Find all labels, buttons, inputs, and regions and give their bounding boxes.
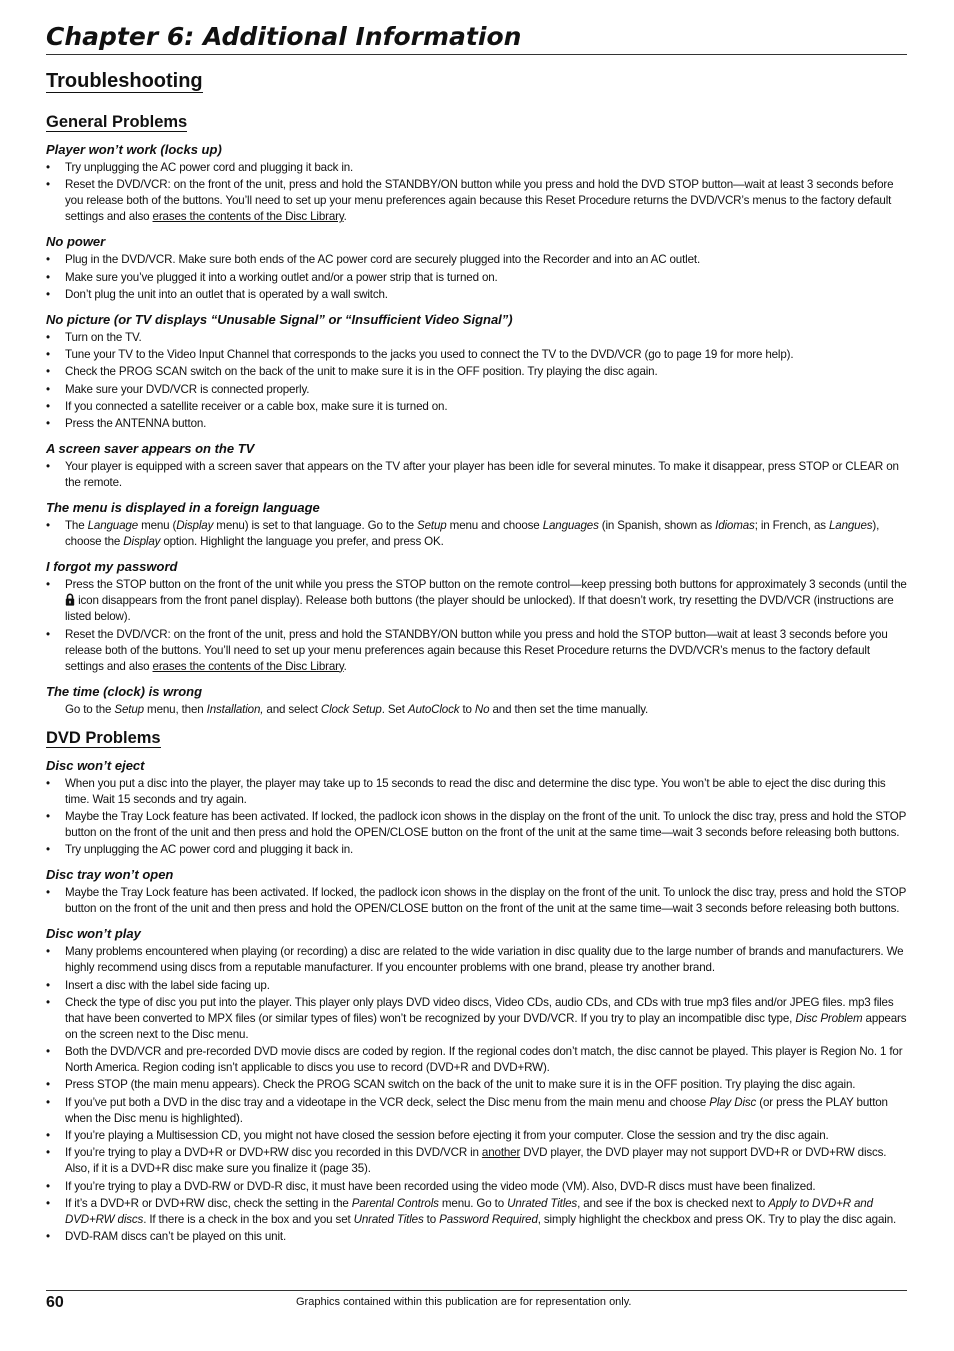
list-item: • If it’s a DVD+R or DVD+RW disc, check the setting in the Parental Controls menu. Go to Unrated Titles, and see if the box is checked next to Apply to DVD+R and DVD+RW discs. If there is a check in the box and you set Unrated Titles to Password Required, simply highlight the checkbox and press OK. Try to play the disc again. xyxy=(46,1196,907,1228)
list-item: • Press the STOP button on the front of the unit while you press the STOP button on the remote control—keep pressing both buttons for approximately 3 seconds (until the icon disappears from the front panel display). Release both buttons (the player should be unlocked). If that doesn’t work, try resetting the DVD/VCR (instructions are listed below). xyxy=(46,577,907,625)
problem-title: I forgot my password xyxy=(46,559,178,575)
general-problems-heading: General Problems xyxy=(46,113,188,131)
list-item: • Insert a disc with the label side facing up. xyxy=(46,978,907,994)
dvd-problems-heading: DVD Problems xyxy=(46,728,161,747)
list-item: • Try unplugging the AC power cord and plugging it back in. xyxy=(46,160,907,176)
list-item: • Maybe the Tray Lock feature has been activated. If locked, the padlock icon shows in the display on the front of the unit. To unlock the disc tray, press and hold the STOP button on the front of the unit and then press and hold the OPEN/CLOSE button on the front of the unit at the same time—wait 3 seconds before releasing both buttons. xyxy=(46,885,907,917)
list-item: • Press STOP (the main menu appears). Check the PROG SCAN switch on the back of the unit to make sure it is in the OFF position. Try playing the disc again. xyxy=(46,1077,907,1093)
page-content xyxy=(46,22,907,1247)
problem-title: Disc won’t eject xyxy=(46,757,145,773)
list-item: • When you put a disc into the player, the player may take up to 15 seconds to read the disc and determine the disc type. You won’t be able to eject the disc during this time. Wait 15 seconds and try again. xyxy=(46,776,907,808)
list-item: • Plug in the DVD/VCR. Make sure both ends of the AC power cord are securely plugged into the Recorder and into an AC outlet. xyxy=(46,252,907,268)
problem-list xyxy=(46,776,907,859)
list-item: • Reset the DVD/VCR: on the front of the unit, press and hold the STANDBY/ON button while you press and hold the DVD STOP button—wait at least 3 seconds before you release both of the buttons. You’ll need to set up your menu preferences again because this Reset Procedure returns the DVD/VCR’s menus to the factory default settings and also erases the contents of the Disc Library. xyxy=(46,177,907,225)
list-item: • Don’t plug the unit into an outlet that is operated by a wall switch. xyxy=(46,287,907,303)
list-item: • Turn on the TV. xyxy=(46,330,907,346)
list-item: • Check the type of disc you put into the player. This player only plays DVD video discs, Video CDs, audio CDs, and CDs with true mp3 files and/or JPEG files. mp3 files that have been converted to MPX files (or similar types of files) won’t be recognized by your DVD/VCR. If you try to play an incompatible disc type, Disc Problem appears on the screen next to the Disc menu. xyxy=(46,995,907,1043)
list-item: • Make sure your DVD/VCR is connected properly. xyxy=(46,382,907,398)
list-item: • Tune your TV to the Video Input Channel that corresponds to the jacks you used to connect the TV to the DVD/VCR (go to page 19 for more help). xyxy=(46,347,907,363)
problem-list xyxy=(46,459,907,491)
problem-list xyxy=(46,252,907,303)
paragraph: Go to the Setup menu, then Installation, and select Clock Setup. Set AutoClock to No and then set the time manually. xyxy=(65,702,649,716)
problem-title: A screen saver appears on the TV xyxy=(46,441,255,457)
problem-title: The time (clock) is wrong xyxy=(46,683,203,699)
chapter-title: Chapter 6: Additional Information xyxy=(46,22,522,51)
problem-title: Disc tray won’t open xyxy=(46,867,174,883)
page-number: 60 xyxy=(46,1294,64,1311)
list-item: • Try unplugging the AC power cord and plugging it back in. xyxy=(46,842,907,858)
problem-list xyxy=(46,160,907,225)
list-item: • Your player is equipped with a screen saver that appears on the TV after your player has been idle for several minutes. To make it disappear, press STOP or CLEAR on the remote. xyxy=(46,459,907,491)
page-footer xyxy=(46,1290,907,1311)
list-item: • Check the PROG SCAN switch on the back of the unit to make sure it is in the OFF position. Try playing the disc again. xyxy=(46,364,907,380)
problem-title: The menu is displayed in a foreign language xyxy=(46,500,320,516)
disc-library-link: erases the contents of the Disc Library xyxy=(152,210,344,224)
problem-title: No power xyxy=(46,234,106,250)
problem-list xyxy=(46,885,907,917)
list-item: • Many problems encountered when playing (or recording) a disc are related to the wide variation in disc quality due to the large number of brands and manufacturers. We highly recommend using discs from a reputable manufacturer. If you encounter problems with one brand, please try another brand. xyxy=(46,944,907,976)
problem-list xyxy=(46,577,907,674)
section-title: Troubleshooting xyxy=(46,70,203,92)
list-item: • Maybe the Tray Lock feature has been activated. If locked, the padlock icon shows in the display on the front of the unit. To unlock the disc tray, press and hold the STOP button on the front of the unit and then press and hold the OPEN/CLOSE button on the front of the unit at the same time—wait 3 seconds before releasing both buttons. xyxy=(46,809,907,841)
problem-title: No picture (or TV displays “Unusable Signal” or “Insufficient Video Signal”) xyxy=(46,311,513,327)
list-item: • If you connected a satellite receiver or a cable box, make sure it is turned on. xyxy=(46,399,907,415)
list-item: • Press the ANTENNA button. xyxy=(46,416,907,432)
padlock-icon xyxy=(65,593,75,606)
problem-list xyxy=(46,518,907,550)
problem-title: Disc won’t play xyxy=(46,926,141,942)
header-rule xyxy=(46,54,907,55)
list-item: • The Language menu (Display menu) is set to that language. Go to the Setup menu and choose Languages (in Spanish, shown as Idiomas; in French, as Langues), choose the Display option. Highlight the language you prefer, and press OK. xyxy=(46,518,907,550)
list-item: • DVD-RAM discs can’t be played on this unit. xyxy=(46,1229,907,1245)
list-item: • Reset the DVD/VCR: on the front of the unit, press and hold the STANDBY/ON button while you press and hold the STOP button—wait at least 3 seconds before you release both of the buttons. You’ll need to set up your menu preferences again because this Reset Procedure returns the DVD/VCR’s menus to the factory default settings and also erases the contents of the Disc Library. xyxy=(46,627,907,675)
list-item: • If you’re trying to play a DVD-RW or DVD-R disc, it must have been recorded using the video mode (VM). Also, DVD-R discs must have been finalized. xyxy=(46,1179,907,1195)
list-item: • If you’re trying to play a DVD+R or DVD+RW disc you recorded in this DVD/VCR in another DVD player, the DVD player may not support DVD+R or DVD+RW discs. Also, if it is a DVD+R disc make sure you finalize it (page 35). xyxy=(46,1145,907,1177)
problem-list xyxy=(46,330,907,432)
list-item: • If you’ve put both a DVD in the disc tray and a videotape in the VCR deck, select the Disc menu from the main menu and choose Play Disc (or press the PLAY button when the Disc menu is highlighted). xyxy=(46,1095,907,1127)
footer-note: Graphics contained within this publication are for representation only. xyxy=(296,1296,632,1308)
list-item: • Make sure you’ve plugged it into a working outlet and/or a power strip that is turned on. xyxy=(46,270,907,286)
list-item: • Both the DVD/VCR and pre-recorded DVD movie discs are coded by region. If the regional codes don’t match, the disc cannot be played. This player is Region No. 1 for North America. Region coding isn’t applicable to discs you use to record (DVD+R and DVD+RW). xyxy=(46,1044,907,1076)
problem-list xyxy=(46,944,907,1245)
problem-title: Player won’t work (locks up) xyxy=(46,142,222,157)
list-item: • If you’re playing a Multisession CD, you might not have closed the session before ejecting it from your computer. Close the session and try the disc again. xyxy=(46,1128,907,1144)
disc-library-link: erases the contents of the Disc Library xyxy=(152,659,344,673)
